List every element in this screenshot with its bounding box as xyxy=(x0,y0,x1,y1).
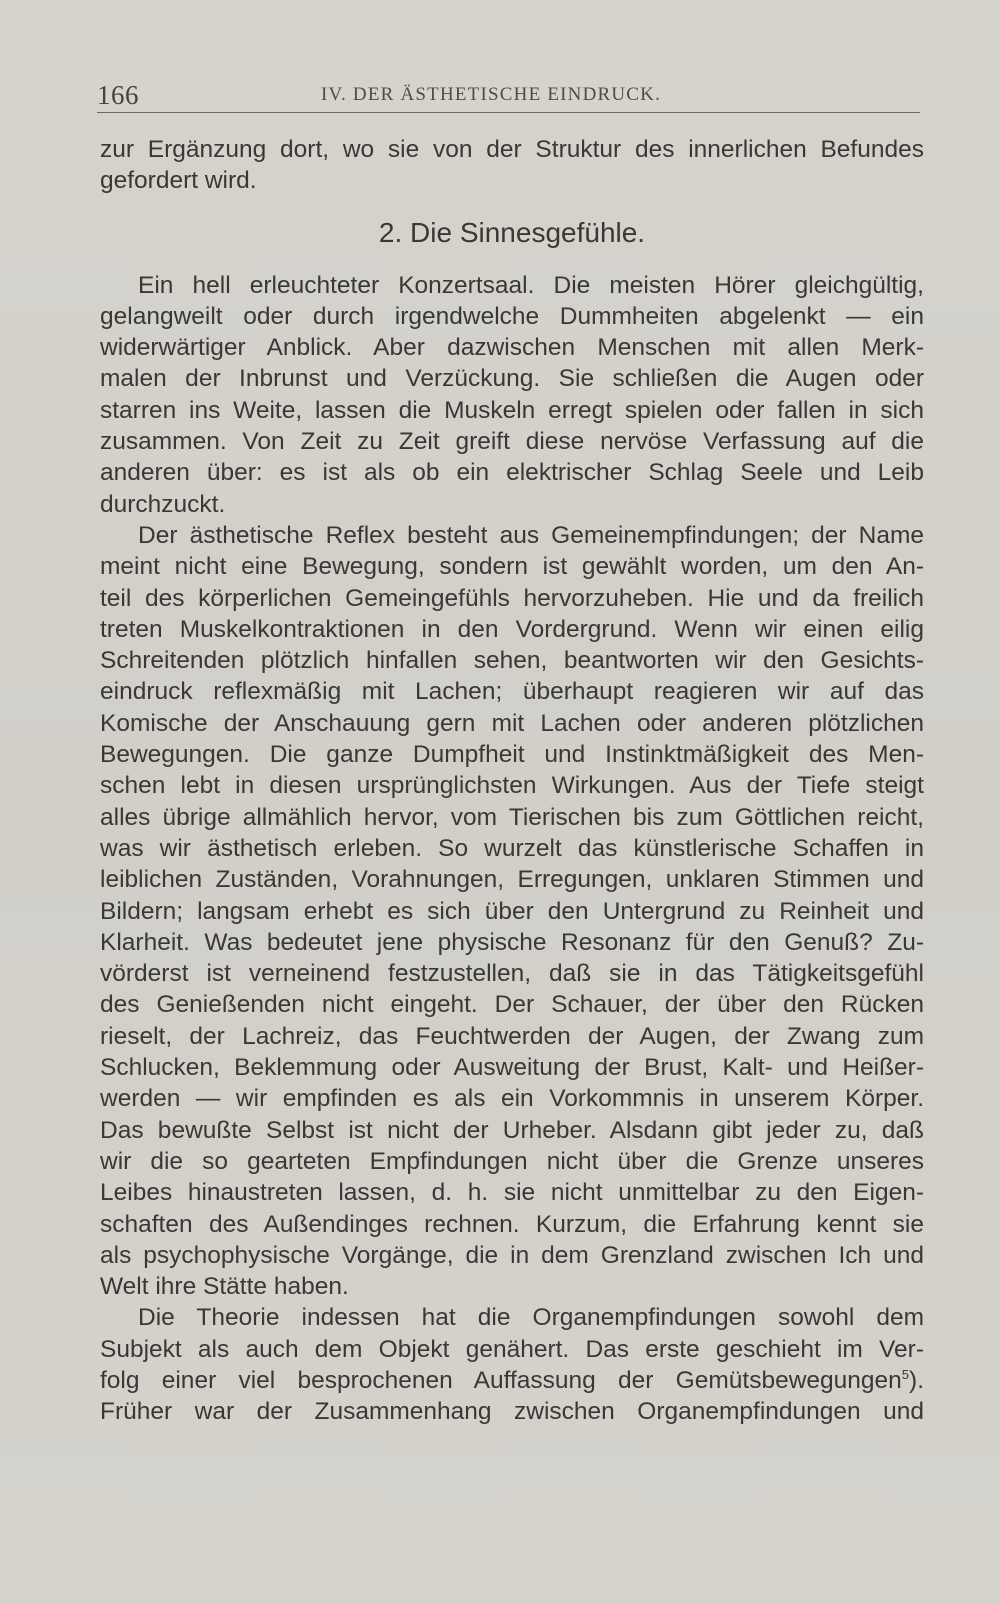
text-line: Die Theorie indessen hat die Organempfindungen sowohl dem xyxy=(138,1304,924,1332)
text-line: durchzuckt. xyxy=(100,490,226,518)
text-line: Bildern; langsam erhebt es sich über den Untergrund zu Reinheit und xyxy=(100,897,924,925)
body-text xyxy=(100,134,924,1428)
paragraph-2 xyxy=(100,520,924,1302)
text-line: gelangweilt oder durch irgendwelche Dummheiten abgelenkt — ein xyxy=(100,302,924,330)
text-line: treten Muskelkontraktionen in den Vordergrund. Wenn wir einen eilig xyxy=(100,615,924,643)
text-line: vörderst ist verneinend festzustellen, daß sie in das Tätigkeitsgefühl xyxy=(100,960,924,988)
running-head xyxy=(97,78,920,113)
text-line: Ein hell erleuchteter Konzertsaal. Die meisten Hörer gleichgültig, xyxy=(138,271,924,299)
text-line: meint nicht eine Bewegung, sondern ist gewählt worden, um den An- xyxy=(100,553,924,581)
text-line: schen lebt in diesen ursprünglichsten Wirkungen. Aus der Tiefe steigt xyxy=(100,772,924,800)
text-line: Leibes hinaustreten lassen, d. h. sie nicht unmittelbar zu den Eigen- xyxy=(100,1179,924,1207)
paragraph-3 xyxy=(100,1302,924,1427)
chapter-title: IV. DER ÄSTHETISCHE EINDRUCK. xyxy=(321,84,662,105)
text-line: Subjekt als auch dem Objekt genähert. Das erste geschieht im Ver- xyxy=(100,1335,924,1363)
text-line: teil des körperlichen Gemeingefühls hervorzuheben. Hie und da freilich xyxy=(100,584,924,612)
text-line: als psychophysische Vorgänge, die in dem Grenzland zwischen Ich und xyxy=(100,1241,924,1269)
footnote-marker[interactable]: 5 xyxy=(901,1366,910,1382)
text-line: Der ästhetische Reflex besteht aus Gemeinempfindungen; der Name xyxy=(138,521,924,549)
text-line: wir die so gearteten Empfindungen nicht über die Grenze unseres xyxy=(100,1147,924,1175)
page-number: 166 xyxy=(97,80,139,110)
text-line: Komische der Anschauung gern mit Lachen oder anderen plötzlichen xyxy=(100,709,924,737)
text-line-with-footnote xyxy=(100,1365,924,1396)
text-line: zur Ergänzung dort, wo sie von der Struktur des innerlichen Befundes xyxy=(100,136,924,163)
text-line: Das bewußte Selbst ist nicht der Urheber. Alsdann gibt jeder zu, daß xyxy=(100,1116,924,1144)
text-line: malen der Inbrunst und Verzückung. Sie schließen die Augen oder xyxy=(100,365,924,393)
text-line: anderen über: es ist als ob ein elektrischer Schlag Seele und Leib xyxy=(100,459,924,487)
text-line: zusammen. Von Zeit zu Zeit greift diese nervöse Verfassung auf die xyxy=(100,428,924,456)
text-line: alles übrige allmählich hervor, vom Tierischen bis zum Göttlichen reicht, xyxy=(100,803,924,831)
text-line: Klarheit. Was bedeutet jene physische Resonanz für den Genuß? Zu- xyxy=(100,928,924,956)
text-line: starren ins Weite, lassen die Muskeln erregt spielen oder fallen in sich xyxy=(100,396,924,424)
section-heading: 2. Die Sinnesgefühle. xyxy=(378,216,646,248)
text-line: widerwärtiger Anblick. Aber dazwischen Menschen mit allen Merk- xyxy=(100,334,924,362)
text-line: Schreitenden plötzlich hinfallen sehen, beantworten wir den Gesichts- xyxy=(100,647,924,675)
text-line: leiblichen Zuständen, Vorahnungen, Erregungen, unklaren Stimmen und xyxy=(100,866,924,894)
text-line: Schlucken, Beklemmung oder Ausweitung der Brust, Kalt- und Heißer- xyxy=(100,1054,924,1082)
text-line: des Genießenden nicht eingeht. Der Schauer, der über den Rücken xyxy=(100,991,924,1019)
text-line: Bewegungen. Die ganze Dumpfheit und Instinktmäßigkeit des Men- xyxy=(100,741,924,769)
intro-paragraph xyxy=(100,134,924,197)
footnote-trailing-text: ). xyxy=(909,1366,924,1394)
text-line: eindruck reflexmäßig mit Lachen; überhaupt reagieren wir auf das xyxy=(100,678,924,706)
paragraph-1 xyxy=(100,270,924,520)
text-line: Früher war der Zusammenhang zwischen Organempfindungen und xyxy=(100,1398,924,1426)
text-line: was wir ästhetisch erleben. So wurzelt das künstlerische Schaffen in xyxy=(100,834,924,862)
text-line: rieselt, der Lachreiz, das Feuchtwerden der Augen, der Zwang zum xyxy=(100,1022,924,1050)
footnote-context-text: folg einer viel besprochenen Auffassung der Gemütsbewegungen xyxy=(100,1366,902,1394)
text-line: werden — wir empfinden es als ein Vorkommnis in unserem Körper. xyxy=(100,1085,924,1113)
text-line: gefordert wird. xyxy=(100,167,257,195)
text-line: schaften des Außendinges rechnen. Kurzum, die Erfahrung kennt sie xyxy=(100,1210,924,1238)
text-line: Welt ihre Stätte haben. xyxy=(100,1273,349,1301)
